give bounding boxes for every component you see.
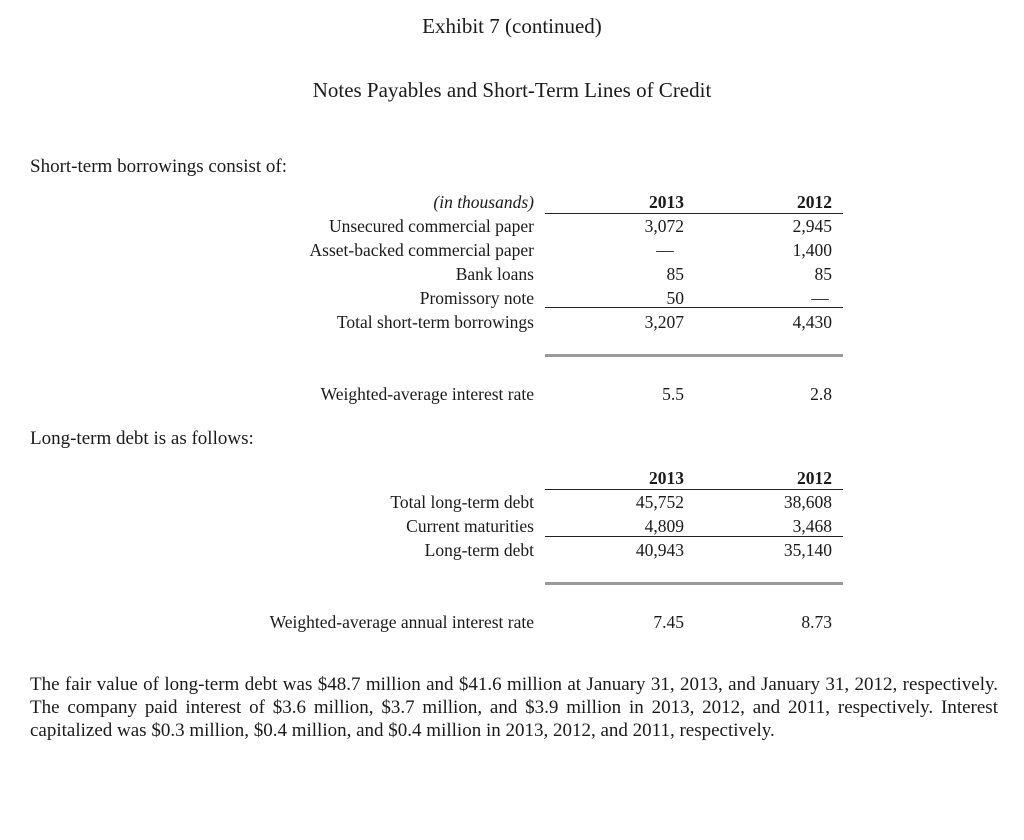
row-value-2013: 45,752 xyxy=(635,492,684,512)
lt-col-header-2012: 2012 xyxy=(797,468,832,488)
total-row-label: Total short-term borrowings xyxy=(336,312,534,332)
weighted-rate-label: Weighted-average interest rate xyxy=(320,384,534,404)
section-divider-rule xyxy=(545,582,843,585)
row-value-2012: 3,468 xyxy=(792,516,832,536)
total-row-value-2013: 40,943 xyxy=(635,540,684,560)
row-value-2013: — xyxy=(656,240,674,260)
row-label: Promissory note xyxy=(419,288,534,308)
total-row-value-2012: 4,430 xyxy=(792,312,832,332)
subtotal-rule xyxy=(545,307,843,308)
row-value-2013: 4,809 xyxy=(644,516,684,536)
st-col-header-2012: 2012 xyxy=(797,192,832,212)
row-value-2012: — xyxy=(811,288,829,308)
fair-value-paragraph: The fair value of long-term debt was $48.7 million and $41.6 million at January 31, 2013, and January 31, 2012, respectively. The company paid interest of $3.6 million, $3.7 million, and $3.9 million in 2013, 2012, and 2011, respectively. Interest capitalized was $0.3 million, $0.4 million, and $0.4 million in 2013, 2012, and 2011, respectively. xyxy=(30,674,998,741)
long-term-heading: Long-term debt is as follows: xyxy=(30,428,254,449)
page-subtitle: Notes Payables and Short-Term Lines of Credit xyxy=(312,78,712,102)
total-row-value-2013: 3,207 xyxy=(644,312,684,332)
units-label: (in thousands) xyxy=(433,192,534,212)
subtotal-rule xyxy=(545,536,843,537)
row-value-2012: 85 xyxy=(814,264,832,284)
weighted-rate-2013: 5.5 xyxy=(662,384,684,404)
weighted-annual-rate-2012: 8.73 xyxy=(801,612,832,632)
exhibit-title: Exhibit 7 (continued) xyxy=(422,14,602,38)
total-row-value-2012: 35,140 xyxy=(783,540,832,560)
st-col-header-2013: 2013 xyxy=(649,192,684,212)
short-term-heading: Short-term borrowings consist of: xyxy=(30,156,288,177)
row-label: Current maturities xyxy=(406,516,534,536)
row-value-2012: 38,608 xyxy=(783,492,832,512)
row-label: Bank loans xyxy=(455,264,534,284)
weighted-rate-2012: 2.8 xyxy=(810,384,832,404)
total-row-label: Long-term debt xyxy=(424,540,534,560)
weighted-annual-rate-2013: 7.45 xyxy=(653,612,684,632)
row-value-2013: 3,072 xyxy=(644,216,684,236)
section-divider-rule xyxy=(545,354,843,357)
lt-col-header-2013: 2013 xyxy=(649,468,684,488)
row-value-2012: 2,945 xyxy=(792,216,832,236)
row-value-2013: 85 xyxy=(666,264,684,284)
row-value-2012: 1,400 xyxy=(792,240,832,260)
weighted-annual-rate-label: Weighted-average annual interest rate xyxy=(269,612,534,632)
row-label: Total long-term debt xyxy=(390,492,534,512)
row-label: Asset-backed commercial paper xyxy=(309,240,534,260)
row-label: Unsecured commercial paper xyxy=(328,216,534,236)
row-value-2013: 50 xyxy=(666,288,684,308)
